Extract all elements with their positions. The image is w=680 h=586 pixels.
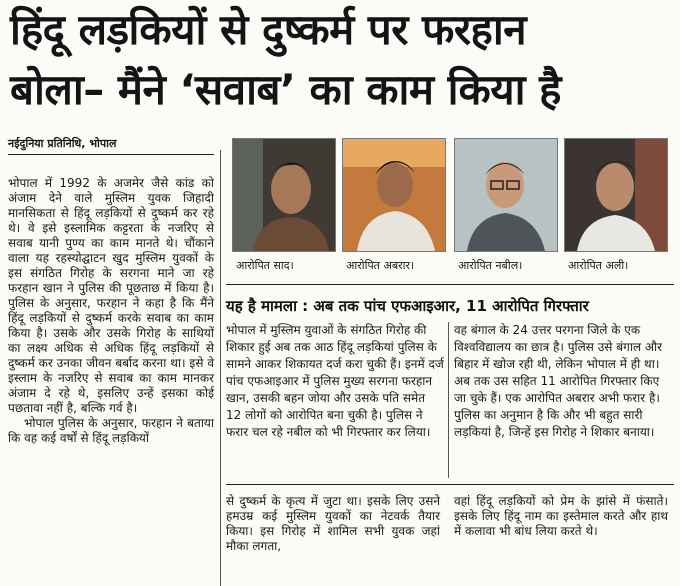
- box-top-rule: [226, 284, 674, 285]
- caption-saad: आरोपित साद।: [236, 259, 294, 272]
- headline-line-2: बोला– मैंने ‘सवाब’ का काम किया है: [10, 65, 561, 114]
- left-para-2: भोपाल पुलिस के अनुसार, फरहान ने बताया कि वह कई वर्षों से हिंदू लड़कियों: [8, 416, 214, 445]
- headline: [10, 0, 670, 120]
- box-divider: [448, 322, 449, 478]
- caption-nabil: आरोपित नबील।: [458, 259, 523, 272]
- box-title: यह है मामला : अब तक पांच एफआइआर, 11 आरोपित गिरफ्तार: [226, 297, 589, 315]
- box-bottom-rule: [226, 484, 674, 485]
- byline-rule: [8, 154, 214, 155]
- byline: नईदुनिया प्रतिनिधि, भोपाल: [8, 137, 117, 150]
- box-column-1: भोपाल में मुस्लिम युवाओं के संगठित गिरोह की शिकार हुई अब तक आठ हिंदू लड़कियां पुलिस के सामने आकर शिकायत दर्ज करा चुकी हैं। इनमें दर्ज पांच एफआइआर में पुलिस मुख्य सरगना फरहान खान, उसकी बहन जोया और उसके पति समेत 12 लोगों को आरोपित बना चुकी है। पुलिस ने फरार चल रहे नबील को भी गिरफ्तार कर लिया।: [226, 323, 444, 439]
- bottom-column-2: वहां हिंदू लड़कियों को प्रेम के झांसे में फंसाते। इसके लिए हिंदू नाम का इस्तेमाल करते और हाथ में कलावा भी बांध लिया करते थे।: [454, 494, 668, 538]
- caption-abrar: आरोपित अबरार।: [346, 259, 415, 272]
- left-para-1: भोपाल में 1992 के अजमेर जैसे कांड को अंजाम देने वाले मुस्लिम युवक जिहादी मानसिकता से हिंदू लड़कियों से दुष्कर्म कर रहे थे। वे इसे इस्लामिक कट्टरता के नजरिए से सवाब यानी पुण्य का काम मानते थे। चौंकाने वाला यह रहस्योद्घाटन खुद मुस्लिम युवकों के इस संगठित गिरोह के सरगना माने जा रहे फरहान खान ने पुलिस की पूछताछ में किया है। पुलिस के अनुसार, फरहान ने कहा है कि मैंने हिंदू लड़कियों से दुष्कर्म करके सवाब का काम किया है। उसके और उसके गिरोह के साथियों का लक्ष्य अधिक से अधिक हिंदू लड़कियों से दुष्कर्म कर उनका जीवन बर्बाद करना था। इसे वे इस्लाम के नजरिए से सवाब का काम मानकर अंजाम दे रहे थे, इसलिए उन्हें इसका कोई पछतावा नहीं है, बल्कि गर्व है।: [8, 176, 214, 415]
- bottom-column-1: से दुष्कर्म के कृत्य में जुटा था। इसके लिए उसने हमउम्र कई मुस्लिम युवकों का नेटवर्क तैयार किया। इस गिरोह में शामिल सभी युवक जहां मौका लगता,: [226, 494, 440, 553]
- column-divider: [220, 150, 221, 586]
- photo-accused-ali: [564, 138, 668, 252]
- caption-ali: आरोपित अली।: [568, 259, 629, 272]
- photo-accused-abrar: [342, 138, 446, 252]
- left-column: [8, 176, 214, 446]
- box-column-2: वह बंगाल के 24 उत्तर परगना जिले के एक विश्वविद्यालय का छात्र है। पुलिस उसे बंगाल और बिहार में खोज रही थी, लेकिन भोपाल में ही था। अब तक उस सहित 11 आरोपित गिरफ्तार किए जा चुके हैं। एक आरोपित अबरार अभी फरार है। पुलिस का अनुमान है कि और भी बहुत सारी लड़कियां है, जिन्हें इस गिरोह ने शिकार बनाया।: [454, 323, 663, 439]
- photo-accused-nabil: [454, 138, 558, 252]
- photo-accused-saad: [232, 138, 336, 252]
- headline-line-1: हिंदू लड़कियों से दुष्कर्म पर फरहान: [10, 5, 527, 54]
